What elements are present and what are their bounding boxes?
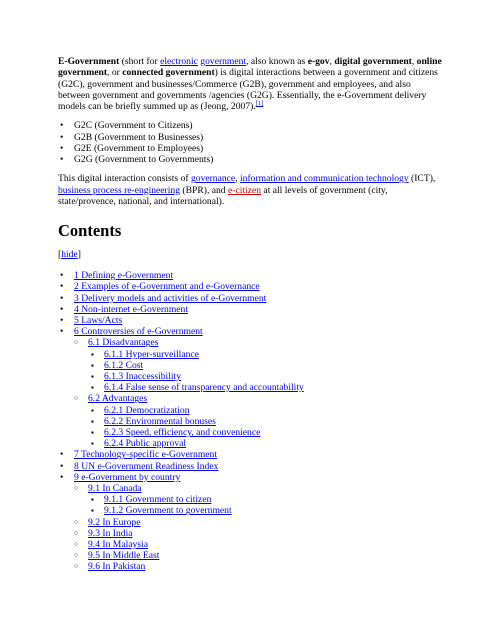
intro-paragraph: E-Government (short for electronic government, also known as e-gov, digital government, online government, or connected government) is digital interactions between a government and citizens (G2C), government and businesses/Commerce (G2B), government and employees, and also between government and governments /agencies (G2G). Essentially, the e-Government delivery models can be briefly summed up as (Jeong, 2007).[1] bbox=[58, 56, 442, 113]
toc-link[interactable]: 8 UN e-Government Readiness Index bbox=[74, 460, 219, 472]
toc-link[interactable]: 3 Delivery models and activities of e-Government bbox=[74, 292, 267, 304]
toc-link[interactable]: 6.1.1 Hyper-surveillance bbox=[104, 348, 199, 360]
contents-heading: Contents bbox=[58, 221, 122, 241]
toc-item bbox=[58, 371, 443, 382]
reference-link[interactable]: [1] bbox=[255, 100, 264, 107]
toc-item bbox=[58, 393, 443, 404]
hide-toggle: [hide] bbox=[58, 249, 81, 261]
toc-link[interactable]: 6.2.2 Environmental bonuses bbox=[104, 415, 216, 427]
table-of-contents bbox=[58, 270, 443, 572]
toc-link[interactable]: 1 Defining e-Government bbox=[74, 270, 174, 282]
toc-link[interactable]: 4 Non-internet e-Government bbox=[74, 303, 189, 315]
toc-item bbox=[58, 326, 443, 337]
toc-link[interactable]: 6.1.2 Cost bbox=[104, 359, 144, 371]
toc-link[interactable]: 7 Technology-specific e-Government bbox=[74, 449, 218, 461]
list-item: • G2E (Government to Employees) bbox=[58, 143, 443, 154]
term-online-government: online government bbox=[58, 56, 442, 79]
toc-link[interactable]: 9.2 In Europe bbox=[88, 516, 141, 528]
list-item: • G2B (Government to Businesses) bbox=[58, 132, 443, 143]
toc-item bbox=[58, 494, 443, 505]
toc-link[interactable]: 9 e-Government by country bbox=[74, 471, 181, 483]
toc-link[interactable]: 9.1.1 Government to citizen bbox=[104, 494, 212, 506]
toc-item bbox=[58, 315, 443, 326]
hide-link[interactable]: hide bbox=[61, 249, 78, 261]
toc-item bbox=[58, 382, 443, 393]
link-government[interactable]: government bbox=[200, 56, 247, 67]
toc-item bbox=[58, 304, 443, 315]
toc-item bbox=[58, 483, 443, 494]
toc-item bbox=[58, 539, 443, 550]
toc-item bbox=[58, 427, 443, 438]
toc-link[interactable]: 6.1.4 False sense of transparency and accountability bbox=[104, 382, 304, 394]
toc-link[interactable]: 9.1.2 Government to government bbox=[104, 505, 232, 517]
toc-link[interactable]: 9.1 In Canada bbox=[88, 483, 142, 495]
term-egov: e-gov bbox=[307, 56, 330, 67]
link-electronic[interactable]: electronic bbox=[160, 56, 198, 67]
toc-item bbox=[58, 449, 443, 460]
toc-item bbox=[58, 472, 443, 483]
toc-item bbox=[58, 461, 443, 472]
term-digital-government: digital government bbox=[334, 56, 412, 67]
toc-item bbox=[58, 517, 443, 528]
link-bpr[interactable]: business process re-engineering bbox=[58, 184, 181, 196]
toc-link[interactable]: 6.2.3 Speed, efficiency, and convenience bbox=[104, 427, 261, 439]
delivery-models-list bbox=[58, 120, 443, 165]
toc-link[interactable]: 6.1 Disadvantages bbox=[88, 337, 159, 349]
interaction-paragraph: This digital interaction consists of governance, information and communication technology (ICT), business process re-engineering (BPR), and e-citizen at all levels of government (city, state/provence, national, and international). bbox=[58, 173, 436, 207]
toc-link[interactable]: 6.2 Advantages bbox=[88, 393, 148, 405]
link-ict[interactable]: information and communication technology bbox=[239, 173, 409, 185]
toc-link[interactable]: 9.6 In Pakistan bbox=[88, 561, 146, 573]
toc-link[interactable]: 6.2.1 Democratization bbox=[104, 404, 190, 416]
toc-item bbox=[58, 349, 443, 360]
toc-item bbox=[58, 360, 443, 371]
toc-item bbox=[58, 405, 443, 416]
toc-item bbox=[58, 528, 443, 539]
toc-item bbox=[58, 561, 443, 572]
toc-link[interactable]: 2 Examples of e-Government and e-Governance bbox=[74, 281, 260, 293]
article-page bbox=[58, 56, 443, 573]
toc-item bbox=[58, 293, 443, 304]
toc-link[interactable]: 6.1.3 Inaccessibility bbox=[104, 371, 181, 383]
toc-link[interactable]: 6.2.4 Public approval bbox=[104, 438, 187, 450]
term-connected-government: connected government bbox=[122, 67, 215, 79]
term-egovernment: E-Government bbox=[58, 56, 120, 67]
toc-item bbox=[58, 505, 443, 516]
toc-item bbox=[58, 337, 443, 348]
toc-item bbox=[58, 438, 443, 449]
toc-link[interactable]: 5 Laws/Acts bbox=[74, 315, 123, 326]
link-ecitizen[interactable]: e-citizen bbox=[228, 184, 262, 196]
toc-item bbox=[58, 270, 443, 281]
toc-item bbox=[58, 416, 443, 427]
toc-link[interactable]: 9.5 In Middle East bbox=[88, 550, 160, 562]
toc-item bbox=[58, 550, 443, 561]
toc-link[interactable]: 9.3 In India bbox=[88, 527, 133, 539]
link-governance[interactable]: governance bbox=[190, 173, 236, 185]
list-item: • G2G (Government to Governments) bbox=[58, 154, 443, 165]
toc-link[interactable]: 9.4 In Malaysia bbox=[88, 539, 148, 551]
toc-link[interactable]: 6 Controversies of e-Government bbox=[74, 326, 203, 338]
toc-item bbox=[58, 281, 443, 292]
list-item: • G2C (Government to Citizens) bbox=[58, 120, 443, 131]
